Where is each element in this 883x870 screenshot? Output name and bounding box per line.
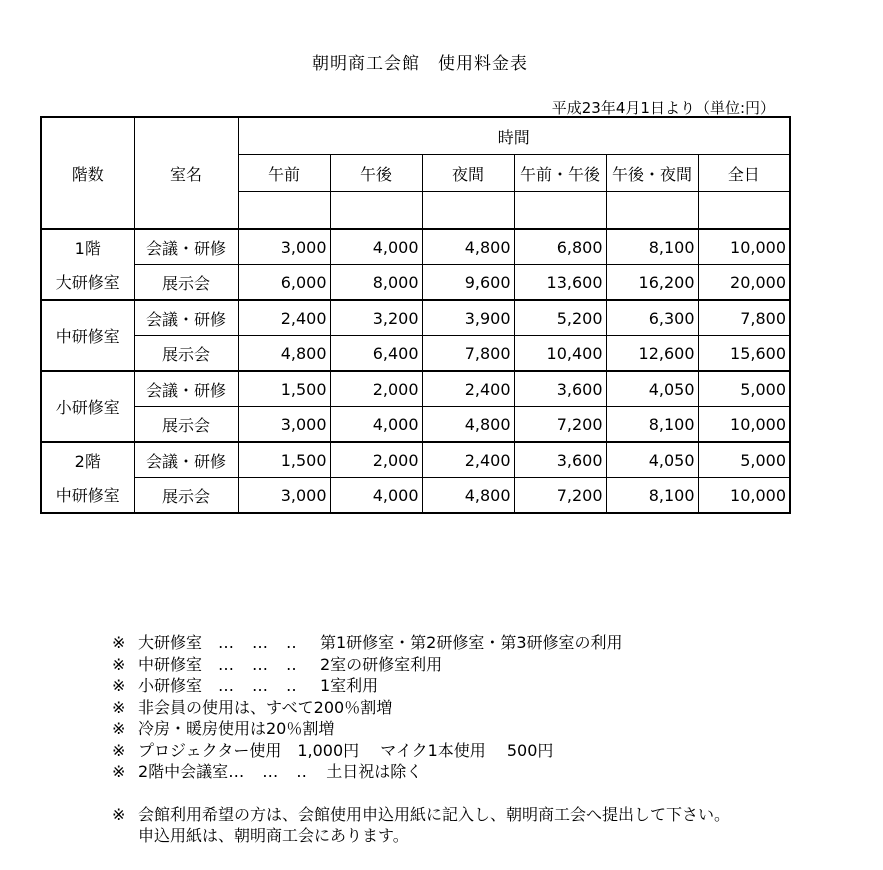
page-title: 朝明商工会館 使用料金表 — [312, 54, 528, 74]
fee-cell: 15,600 — [698, 336, 790, 372]
fee-cell: 20,000 — [698, 265, 790, 301]
note-text: 2室の研修室利用 — [320, 654, 443, 674]
fee-cell: 12,600 — [606, 336, 698, 372]
header-period: 夜間 — [422, 155, 514, 192]
fee-cell: 2,000 — [330, 371, 422, 407]
fee-cell: 4,800 — [422, 478, 514, 514]
table-row — [41, 478, 790, 514]
floor-cell: 2階 — [41, 442, 134, 478]
room-cell: 展示会 — [134, 336, 238, 372]
note-gap — [112, 783, 730, 804]
room-cell: 会議・研修 — [134, 300, 238, 336]
fee-cell: 5,000 — [698, 371, 790, 407]
room-cell: 展示会 — [134, 265, 238, 301]
fee-cell: 8,000 — [330, 265, 422, 301]
fee-cell: 4,050 — [606, 442, 698, 478]
notes — [112, 632, 730, 847]
note-label: 大研修室 — [138, 633, 203, 652]
header-time: 時間 — [238, 117, 790, 155]
note-item — [112, 718, 730, 740]
fee-cell: 9,600 — [422, 265, 514, 301]
fee-cell: 2,400 — [238, 300, 330, 336]
fee-cell: 13,600 — [514, 265, 606, 301]
room-cell: 会議・研修 — [134, 442, 238, 478]
note-dots: … … ‥ — [218, 676, 298, 695]
fee-cell: 7,800 — [422, 336, 514, 372]
fee-table — [40, 116, 791, 514]
table-row — [41, 229, 790, 265]
fee-cell: 10,000 — [698, 478, 790, 514]
note-item — [112, 825, 730, 847]
note-label: 2階中会議室 — [138, 762, 229, 781]
note-mark: ※ — [112, 654, 126, 674]
note-item — [112, 804, 730, 826]
note-text: 会館利用希望の方は、会館使用申込用紙に記入し、朝明商工会へ提出して下さい。 — [138, 804, 731, 824]
room-cell: 展示会 — [134, 407, 238, 443]
header-period: 午後 — [330, 155, 422, 192]
room-cell: 会議・研修 — [134, 229, 238, 265]
note-mark: ※ — [112, 719, 126, 738]
fee-cell: 10,400 — [514, 336, 606, 372]
note-text: 冷房・暖房使用は20％割増 — [138, 719, 335, 738]
table-row — [41, 407, 790, 443]
note-text: 1室利用 — [320, 676, 379, 695]
fee-cell: 8,100 — [606, 407, 698, 443]
fee-cell: 4,800 — [422, 407, 514, 443]
fee-cell: 3,600 — [514, 442, 606, 478]
fee-cell: 1,500 — [238, 442, 330, 478]
floor-cell: 大研修室 — [41, 265, 134, 301]
fee-cell: 2,400 — [422, 371, 514, 407]
note-item — [112, 632, 730, 654]
blank-cell — [514, 192, 606, 230]
room-cell: 展示会 — [134, 478, 238, 514]
table-row — [41, 265, 790, 301]
table-row — [41, 300, 790, 336]
room-cell: 会議・研修 — [134, 371, 238, 407]
note-text: 土日祝は除く — [326, 762, 423, 781]
fee-cell: 6,800 — [514, 229, 606, 265]
note-mark: ※ — [112, 633, 126, 652]
note-dots: … … ‥ — [218, 633, 298, 652]
note-text: 非会員の使用は、すべて200％割増 — [138, 697, 393, 717]
fee-cell: 16,200 — [606, 265, 698, 301]
note-mark: ※ — [112, 762, 126, 781]
fee-cell: 4,800 — [238, 336, 330, 372]
note-item — [112, 675, 730, 697]
fee-cell: 4,000 — [330, 229, 422, 265]
table-row — [41, 336, 790, 372]
blank-cell — [698, 192, 790, 230]
floor-cell: 中研修室 — [41, 300, 134, 371]
fee-cell: 8,100 — [606, 229, 698, 265]
header-period: 午後・夜間 — [606, 155, 698, 192]
fee-cell: 1,500 — [238, 371, 330, 407]
note-item — [112, 697, 730, 719]
header-period: 午前 — [238, 155, 330, 192]
fee-cell: 2,000 — [330, 442, 422, 478]
floor-cell: 1階 — [41, 229, 134, 265]
header-period: 午前・午後 — [514, 155, 606, 192]
fee-cell: 3,000 — [238, 229, 330, 265]
fee-cell: 3,600 — [514, 371, 606, 407]
table-row — [41, 371, 790, 407]
floor-cell: 小研修室 — [41, 371, 134, 442]
note-dots: … … ‥ — [218, 654, 298, 674]
fee-cell: 3,000 — [238, 407, 330, 443]
blank-cell — [330, 192, 422, 230]
note-item — [112, 761, 730, 783]
note-mark: ※ — [112, 740, 126, 760]
note-dots: … … ‥ — [228, 762, 308, 781]
fee-cell: 2,400 — [422, 442, 514, 478]
table-row — [41, 442, 790, 478]
note-mark: ※ — [112, 697, 126, 717]
floor-cell: 中研修室 — [41, 478, 134, 514]
blank-cell — [422, 192, 514, 230]
fee-cell: 6,400 — [330, 336, 422, 372]
fee-cell: 10,000 — [698, 407, 790, 443]
note-text: プロジェクター使用 1,000円 マイク1本使用 500円 — [138, 740, 554, 760]
fee-cell: 8,100 — [606, 478, 698, 514]
note-item — [112, 740, 730, 762]
note-text: 第1研修室・第2研修室・第3研修室の利用 — [320, 633, 623, 652]
blank-cell — [606, 192, 698, 230]
header-floor: 階数 — [41, 117, 134, 229]
fee-cell: 3,900 — [422, 300, 514, 336]
header-period: 全日 — [698, 155, 790, 192]
note-item — [112, 654, 730, 676]
note-text: 申込用紙は、朝明商工会にあります。 — [138, 826, 409, 845]
fee-cell: 10,000 — [698, 229, 790, 265]
header-room: 室名 — [134, 117, 238, 229]
fee-cell: 4,000 — [330, 478, 422, 514]
fee-cell: 3,200 — [330, 300, 422, 336]
fee-cell: 7,800 — [698, 300, 790, 336]
fee-cell: 4,800 — [422, 229, 514, 265]
fee-cell: 3,000 — [238, 478, 330, 514]
note-mark: ※ — [112, 804, 126, 824]
note-label: 中研修室 — [138, 654, 203, 674]
fee-cell: 7,200 — [514, 407, 606, 443]
fee-cell: 4,050 — [606, 371, 698, 407]
fee-cell: 4,000 — [330, 407, 422, 443]
fee-cell: 6,300 — [606, 300, 698, 336]
effective-date: 平成23年4月1日より（単位:円） — [551, 99, 775, 117]
fee-cell: 7,200 — [514, 478, 606, 514]
fee-cell: 6,000 — [238, 265, 330, 301]
note-label: 小研修室 — [138, 676, 203, 695]
note-mark: ※ — [112, 676, 126, 695]
fee-cell: 5,000 — [698, 442, 790, 478]
blank-cell — [238, 192, 330, 230]
fee-cell: 5,200 — [514, 300, 606, 336]
